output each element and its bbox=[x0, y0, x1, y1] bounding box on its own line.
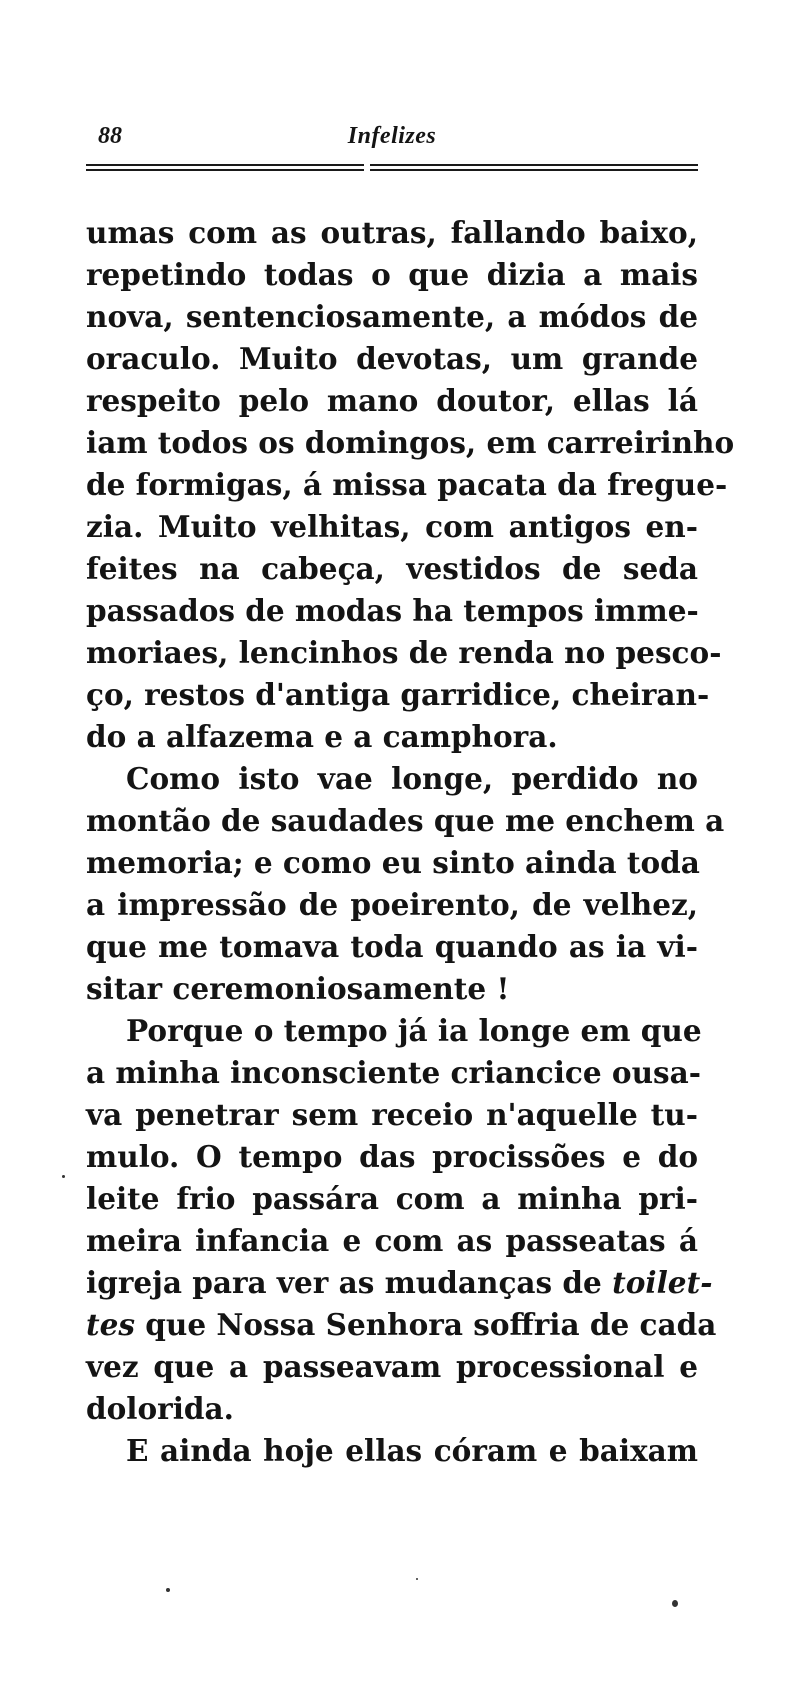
text-line: moriaes, lencinhos de renda no pesco- bbox=[86, 635, 722, 670]
print-speck bbox=[672, 1600, 678, 1607]
text-line: oraculo. Muito devotas, um grande bbox=[86, 341, 698, 376]
text-line: sitar ceremoniosamente ! bbox=[86, 971, 510, 1006]
paragraph-4 bbox=[86, 1430, 698, 1472]
text-segment: igreja para ver as mudanças de bbox=[86, 1265, 602, 1300]
text-line: mulo. O tempo das procissões e do bbox=[86, 1139, 698, 1174]
text-line: montão de saudades que me enchem a bbox=[86, 803, 725, 838]
page-number: 88 bbox=[98, 123, 122, 149]
text-line: a impressão de poeirento, de velhez, bbox=[86, 887, 698, 922]
print-speck bbox=[166, 1588, 170, 1592]
text-line: memoria; e como eu sinto ainda toda bbox=[86, 845, 700, 880]
text-line: va penetrar sem receio n'aquelle tu- bbox=[86, 1097, 698, 1132]
text-segment: que Nossa Senhora soffria de cada bbox=[145, 1307, 717, 1342]
text-line: respeito pelo mano doutor, ellas lá bbox=[86, 383, 698, 418]
italic-word: tes bbox=[86, 1307, 136, 1342]
text-line: dolorida. bbox=[86, 1391, 234, 1426]
paragraph-1 bbox=[86, 212, 735, 758]
header-rule-top bbox=[86, 164, 698, 166]
text-line: que me tomava toda quando as ia vi- bbox=[86, 929, 698, 964]
text-line: umas com as outras, fallando baixo, bbox=[86, 215, 698, 250]
paragraph-3 bbox=[86, 1010, 717, 1430]
text-line: zia. Muito velhitas, com antigos en- bbox=[86, 509, 698, 544]
paragraph-2 bbox=[86, 758, 725, 1010]
text-line: a minha inconsciente criancice ousa- bbox=[86, 1055, 702, 1090]
text-line-mixed bbox=[86, 1262, 713, 1304]
print-speck bbox=[62, 1175, 65, 1178]
text-line: de formigas, á missa pacata da fregue- bbox=[86, 467, 728, 502]
text-line: nova, sentenciosamente, a módos de bbox=[86, 299, 698, 334]
running-title: Infelizes bbox=[347, 123, 437, 149]
text-line: meira infancia e com as passeatas á bbox=[86, 1223, 698, 1258]
text-line: iam todos os domingos, em carreirinho bbox=[86, 425, 735, 460]
text-line: E ainda hoje ellas córam e baixam bbox=[126, 1433, 698, 1468]
text-line: Como isto vae longe, perdido no bbox=[126, 761, 698, 796]
italic-word: toilet- bbox=[612, 1265, 713, 1300]
print-speck bbox=[416, 1578, 418, 1580]
text-line: feites na cabeça, vestidos de seda bbox=[86, 551, 698, 586]
text-line: passados de modas ha tempos imme- bbox=[86, 593, 699, 628]
text-line: leite frio passára com a minha pri- bbox=[86, 1181, 698, 1216]
header-rule-bottom bbox=[86, 169, 698, 171]
text-line: repetindo todas o que dizia a mais bbox=[86, 257, 698, 292]
text-line: Porque o tempo já ia longe em que bbox=[126, 1013, 702, 1048]
text-line: ço, restos d'antiga garridice, cheiran- bbox=[86, 677, 710, 712]
header-rule-gap bbox=[364, 163, 370, 173]
page-header bbox=[86, 117, 698, 157]
header-double-rule bbox=[86, 164, 698, 172]
body-text bbox=[86, 212, 735, 1472]
text-line: vez que a passeavam processional e bbox=[86, 1349, 698, 1384]
text-line: do a alfazema e a camphora. bbox=[86, 719, 558, 754]
text-line-mixed bbox=[86, 1304, 717, 1346]
